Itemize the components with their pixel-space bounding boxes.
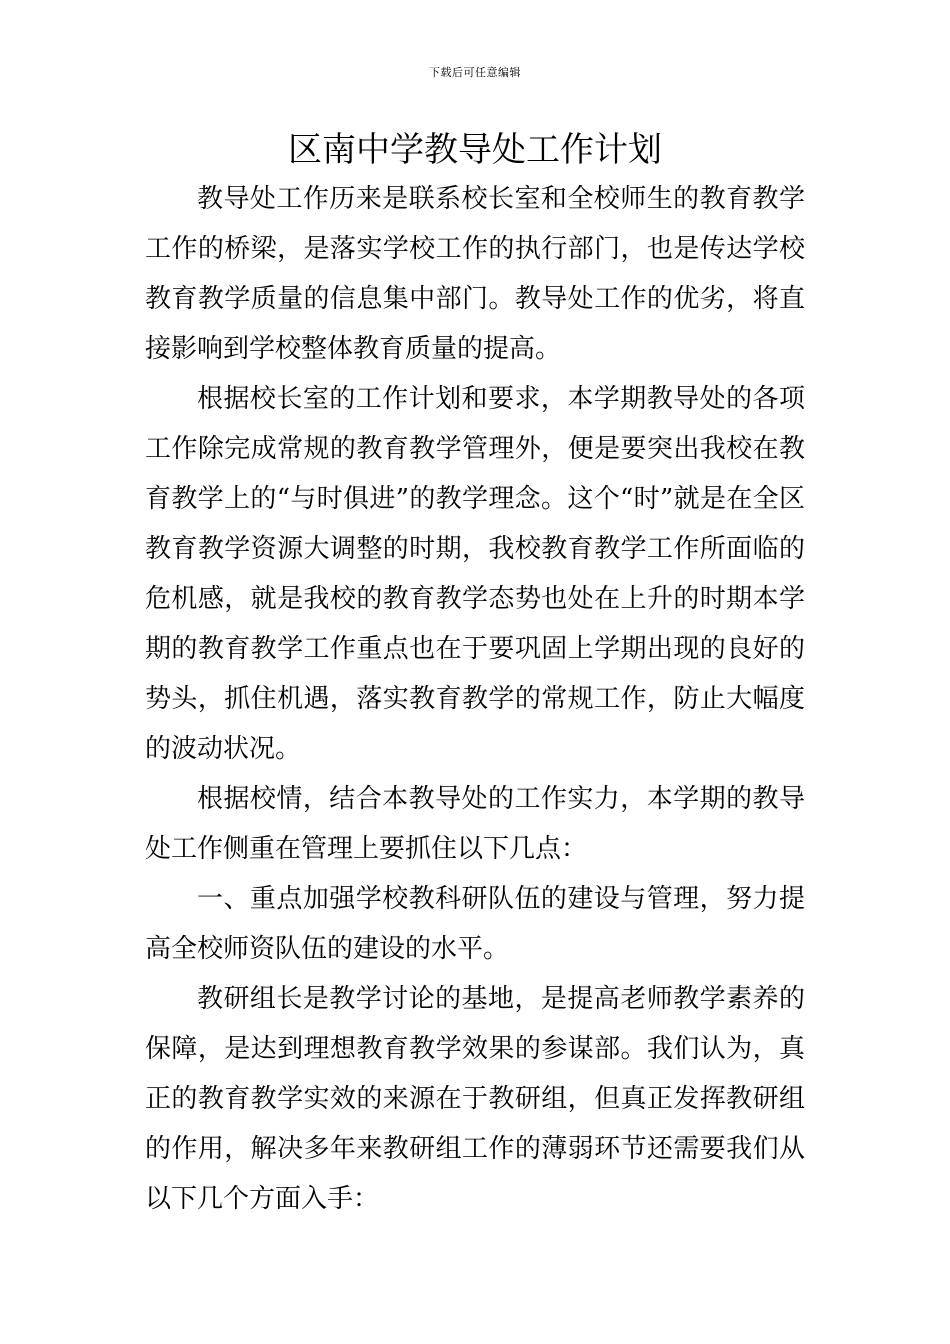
- document-title: 区南中学教导处工作计划: [288, 130, 662, 170]
- paragraph: 根据校情，结合本教导处的工作实力，本学期的教导处工作侧重在管理上要抓住以下几点：: [145, 784, 805, 864]
- paragraph: 一、重点加强学校教科研队伍的建设与管理，努力提高全校师资队伍的建设的水平。: [145, 884, 805, 964]
- paragraph: 根据校长室的工作计划和要求，本学期教导处的各项工作除完成常规的教育教学管理外，便是要突出我校在教育教学上的“与时俱进”的教学理念。这个“时”就是在全区教育教学资源大调整的时期，我校教育教学工作所面临的危机感，就是我校的教育教学态势也处在上升的时期本学期的教育教学工作重点也在于要巩固上学期出现的良好的势头，抓住机遇，落实教育教学的常规工作，防止大幅度的波动状况。: [145, 384, 805, 764]
- header-note: 下载后可任意编辑: [429, 66, 521, 79]
- paragraph: 教研组长是教学讨论的基地，是提高老师教学素养的保障，是达到理想教育教学效果的参谋部。我们认为，真正的教育教学实效的来源在于教研组，但真正发挥教研组的作用，解决多年来教研组工作的薄弱环节还需要我们从以下几个方面入手：: [145, 984, 805, 1214]
- paragraph: 教导处工作历来是联系校长室和全校师生的教育教学工作的桥梁，是落实学校工作的执行部门，也是传达学校教育教学质量的信息集中部门。教导处工作的优劣，将直接影响到学校整体教育质量的提高。: [145, 184, 805, 364]
- document-body: [145, 174, 805, 1224]
